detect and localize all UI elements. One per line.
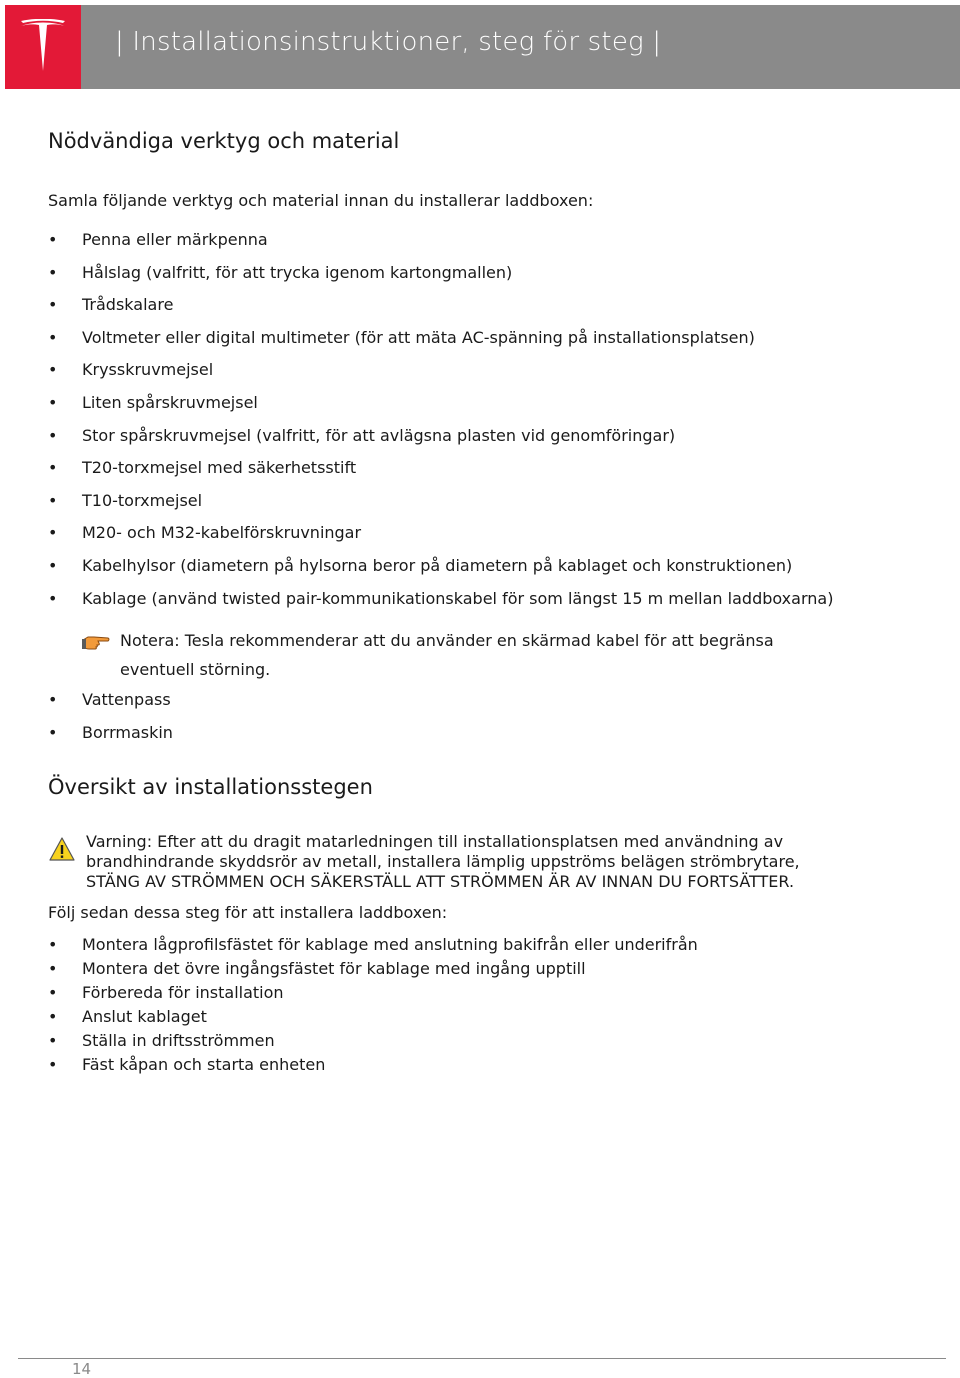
list-item-text: Liten spårskruvmejsel (82, 392, 258, 412)
list-item (48, 588, 833, 621)
list-item (48, 722, 173, 755)
bullet: • (48, 722, 58, 742)
list-item (48, 327, 833, 360)
list-item-text: Hålslag (valfritt, för att trycka igenom kartongmallen) (82, 262, 513, 282)
list-item-text: Ställa in driftsströmmen (82, 1031, 275, 1050)
list-item-text: Fäst kåpan och starta enheten (82, 1055, 326, 1074)
list-item (48, 262, 833, 295)
list-item-text: M20- och M32-kabelförskruvningar (82, 523, 362, 543)
section-heading-tools: Nödvändiga verktyg och material (48, 129, 400, 153)
bullet: • (48, 555, 58, 575)
list-item-text: T20-torxmejsel med säkerhetsstift (82, 458, 357, 478)
bullet: • (48, 295, 58, 315)
list-item (48, 359, 833, 392)
bullet: • (48, 458, 58, 478)
list-item-text: T10-torxmejsel (82, 490, 203, 510)
list-item (48, 689, 173, 722)
list-item (48, 934, 698, 958)
footer-divider (18, 1358, 946, 1359)
bullet: • (48, 690, 58, 709)
section-heading-overview: Översikt av installationsstegen (48, 775, 373, 799)
list-item (48, 229, 833, 262)
bullet: • (48, 588, 58, 608)
list-item (48, 425, 833, 458)
bullet: • (48, 959, 58, 978)
list-item-text: Trådskalare (82, 295, 174, 315)
header-title: | Installationsinstruktioner, steg för steg | (115, 27, 662, 57)
list-item (48, 490, 833, 523)
list-item-text: Borrmaskin (82, 722, 173, 742)
list-item-text: Vattenpass (82, 690, 171, 709)
warning-triangle-icon (48, 836, 76, 862)
list-item-text: Montera lågprofilsfästet för kablage med anslutning bakifrån eller underifrån (82, 935, 698, 954)
bullet: • (48, 935, 58, 954)
list-item (48, 958, 698, 982)
list-item (48, 1054, 698, 1078)
list-item (48, 294, 833, 327)
bullet: • (48, 230, 58, 249)
steps-list (48, 934, 698, 1078)
list-item (48, 392, 833, 425)
pointing-hand-icon (82, 632, 110, 652)
page-header (5, 5, 960, 89)
note-text: Notera: Tesla rekommenderar att du använder en skärmad kabel för att begränsa eventuell störning. (120, 631, 774, 679)
list-item (48, 982, 698, 1006)
warning-line: Varning: Efter att du dragit matarledningen till installationsplatsen med användning av (86, 832, 784, 851)
steps-intro: Följ sedan dessa steg för att installera laddboxen: (48, 903, 448, 922)
warning-line: STÄNG AV STRÖMMEN OCH SÄKERSTÄLL ATT STRÖMMEN ÄR AV INNAN DU FORTSÄTTER. (86, 872, 795, 891)
list-item-text: Krysskruvmejsel (82, 360, 214, 380)
bullet: • (48, 1007, 58, 1026)
tools-list (48, 229, 833, 620)
warning-line: brandhindrande skyddsrör av metall, installera lämplig uppströms belägen strömbrytare, (86, 852, 800, 871)
list-item-text: Stor spårskruvmejsel (valfritt, för att avlägsna plasten vid genomföringar) (82, 425, 676, 445)
list-item-text: Montera det övre ingångsfästet för kablage med ingång upptill (82, 959, 586, 978)
brand-logo-box (5, 5, 81, 89)
list-item-text: Förbereda för installation (82, 983, 284, 1002)
bullet: • (48, 262, 58, 282)
list-item-text: Kablage (använd twisted pair-kommunikationskabel för som längst 15 m mellan laddboxarna) (82, 588, 834, 608)
list-item (48, 457, 833, 490)
tools-list-continued (48, 689, 173, 754)
bullet: • (48, 983, 58, 1002)
list-item (48, 1030, 698, 1054)
list-item-text: Kabelhylsor (diametern på hylsorna beror på diametern på kablaget och konstruktionen) (82, 555, 793, 575)
list-item (48, 555, 833, 588)
tools-intro: Samla följande verktyg och material innan du installerar laddboxen: (48, 191, 594, 210)
list-item (48, 522, 833, 555)
page-number: 14 (72, 1360, 92, 1378)
bullet: • (48, 360, 58, 380)
list-item-text: Penna eller märkpenna (82, 230, 268, 249)
bullet: • (48, 1055, 58, 1074)
tesla-logo-icon (17, 19, 69, 75)
list-item (48, 1006, 698, 1030)
list-item-text: Voltmeter eller digital multimeter (för att mäta AC-spänning på installationsplatsen) (82, 327, 755, 347)
bullet: • (48, 392, 58, 412)
bullet: • (48, 523, 58, 543)
bullet: • (48, 425, 58, 445)
warning-text (86, 832, 926, 892)
list-item-text: Anslut kablaget (82, 1007, 207, 1026)
bullet: • (48, 490, 58, 510)
bullet: • (48, 327, 58, 347)
bullet: • (48, 1031, 58, 1050)
